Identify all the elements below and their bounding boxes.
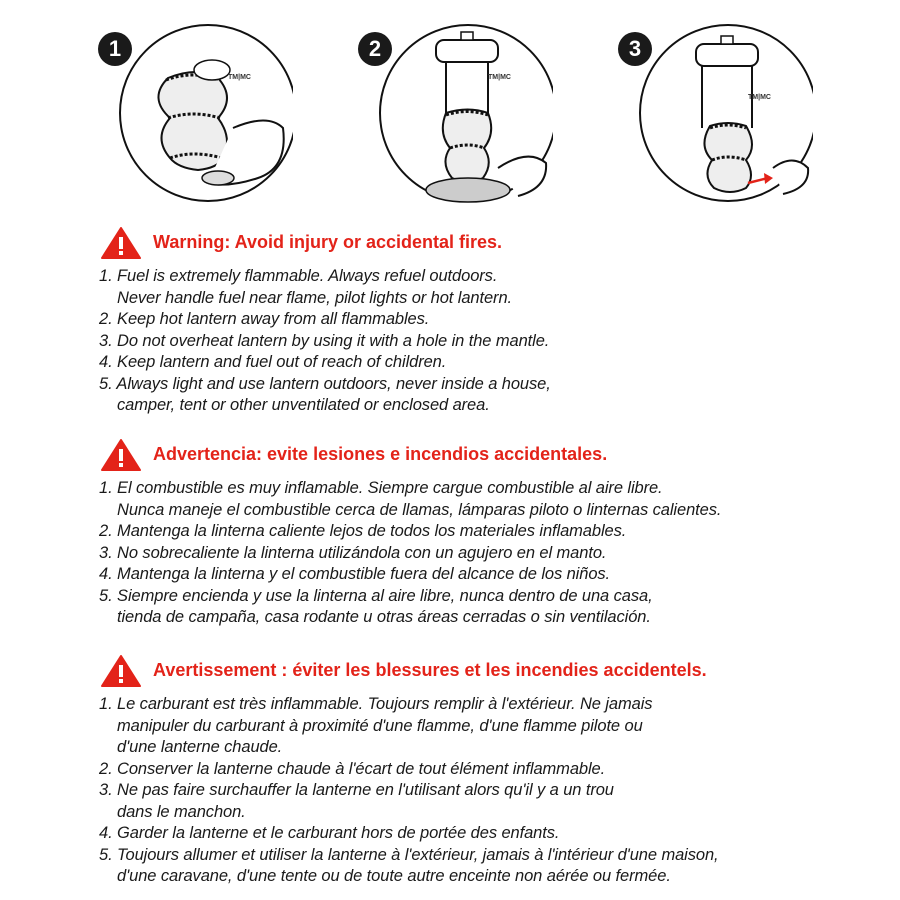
step-number-badge: 3 bbox=[618, 32, 652, 66]
list-item: 3. Do not overheat lantern by using it with a hole in the mantle. bbox=[99, 331, 550, 350]
warning-triangle-icon bbox=[100, 438, 142, 472]
warning-triangle-icon bbox=[100, 654, 142, 688]
step-2 bbox=[358, 18, 538, 208]
list-item: 3. No sobrecaliente la linterna utilizándola con un agujero en el manto. bbox=[99, 543, 607, 562]
list-item: 2. Mantenga la linterna caliente lejos de todos los materiales inflamables. bbox=[99, 522, 627, 540]
list-item: 1. Le carburant est très inflammable. Toujours remplir à l'extérieur. Ne jamais manipuler du carburant à proximité d'une flamme, d'une flamme pilote ou d'une lanterne chaude. bbox=[99, 695, 653, 756]
list-item: 1. El combustible es muy inflamable. Siempre cargue combustible al aire libre. Nunca maneje el combustible cerca de llamas, lámparas piloto o linternas calientes. bbox=[99, 479, 722, 519]
mantle-illustration-3 bbox=[628, 18, 813, 208]
warning-section-english bbox=[96, 226, 856, 417]
mantle-illustration-1 bbox=[108, 18, 293, 208]
warning-list bbox=[96, 266, 856, 417]
list-item: 1. Fuel is extremely flammable. Always refuel outdoors. Never handle fuel near flame, pilot lights or hot lantern. bbox=[99, 267, 513, 307]
section-title: Avertissement : éviter les blessures et les incendies accidentels. bbox=[153, 660, 707, 680]
section-heading bbox=[96, 226, 856, 260]
list-item: 5. Siempre encienda y use la linterna al aire libre, nunca dentro de una casa, tienda de campaña, casa rodante u otras áreas cerradas o sin ventilación. bbox=[99, 586, 653, 626]
section-heading bbox=[96, 654, 856, 688]
trademark-mark: TM|MC bbox=[488, 74, 511, 81]
step-illustrations bbox=[0, 0, 900, 215]
list-item: 3. Ne pas faire surchauffer la lanterne en l'utilisant alors qu'il y a un trou dans le manchon. bbox=[99, 781, 614, 821]
warning-section-french bbox=[96, 654, 856, 888]
warning-list bbox=[96, 478, 856, 629]
list-item: 2. Keep hot lantern away from all flammables. bbox=[99, 310, 430, 328]
step-3 bbox=[618, 18, 798, 208]
mantle-illustration-2 bbox=[368, 18, 553, 208]
trademark-mark: TM|MC bbox=[748, 94, 771, 101]
warning-triangle-icon bbox=[100, 226, 142, 260]
step-1 bbox=[98, 18, 278, 208]
section-heading bbox=[96, 438, 856, 472]
trademark-mark: TM|MC bbox=[228, 74, 251, 81]
section-title: Advertencia: evite lesiones e incendios accidentales. bbox=[153, 444, 608, 464]
list-item: 4. Garder la lanterne et le carburant hors de portée des enfants. bbox=[99, 824, 560, 842]
warning-list bbox=[96, 694, 856, 888]
step-number-badge: 1 bbox=[98, 32, 132, 66]
list-item: 4. Keep lantern and fuel out of reach of children. bbox=[99, 353, 447, 371]
list-item: 2. Conserver la lanterne chaude à l'écart de tout élément inflammable. bbox=[99, 759, 606, 778]
list-item: 4. Mantenga la linterna y el combustible fuera del alcance de los niños. bbox=[99, 565, 611, 583]
list-item: 5. Toujours allumer et utiliser la lanterne à l'extérieur, jamais à l'intérieur d'une maison, d'une caravane, d'une tente ou de toute autre enceinte non aérée ou fermée. bbox=[99, 845, 719, 885]
warning-section-spanish bbox=[96, 438, 856, 629]
list-item: 5. Always light and use lantern outdoors, never inside a house, camper, tent or other unventilated or enclosed area. bbox=[99, 374, 551, 414]
step-number-badge: 2 bbox=[358, 32, 392, 66]
section-title: Warning: Avoid injury or accidental fires. bbox=[153, 232, 503, 252]
